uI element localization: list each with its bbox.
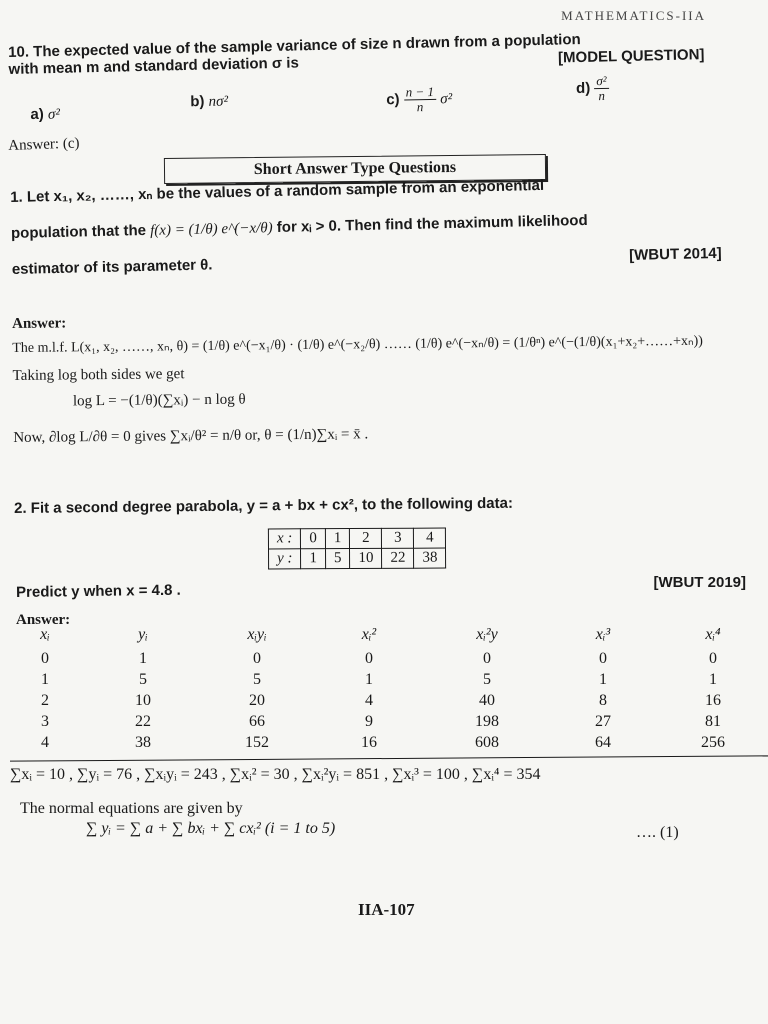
short-question-2: 2. Fit a second degree parabola, y = a + bx + cx², to the following data: [14,494,514,517]
x-cell: 4 [414,528,446,548]
table-cell: 1 [41,671,49,688]
table-cell: 1 [365,671,373,688]
data-table-x-row [268,528,446,549]
table-cell: 1 [139,650,147,667]
computation-column [334,626,404,753]
table-cell: 66 [249,713,265,730]
table-cell: 0 [483,650,491,667]
x-cell: 2 [350,528,382,548]
answer-1-log-equation: log L = −(1/θ)(∑xᵢ) − n log θ [72,391,246,410]
normal-equation-1: ∑ yᵢ = ∑ a + ∑ bxᵢ + ∑ cxᵢ² (i = 1 to 5) [86,820,336,837]
computation-column [568,626,638,753]
computation-column [108,626,178,753]
answer-1-now: Now, ∂log L/∂θ = 0 gives ∑xᵢ/θ² = n/θ or, θ = (1/n)∑xᵢ = x̄ . [13,426,369,446]
equation-reference: …. (1) [636,824,679,841]
computation-column [678,626,748,753]
table-cell: 16 [361,734,377,751]
table-cell: 64 [595,734,611,751]
option-c-label: c) [386,91,400,109]
question-10 [8,28,709,78]
question-10-line2: with mean m and standard deviation σ is [8,54,300,78]
page-footer: IIA-107 [358,900,415,919]
table-cell: 1 [599,671,607,688]
data-table-y-row [269,548,447,569]
sums-line: ∑xᵢ = 10 , ∑yᵢ = 76 , ∑xᵢyᵢ = 243 , ∑xᵢ² = 30 , ∑xᵢ²yᵢ = 851 , ∑xᵢ³ = 100 , ∑xᵢ⁴ = 354 [10,766,541,783]
column-header: xᵢ [40,626,50,643]
option-c-numerator: n − 1 [404,85,437,101]
line3: estimator of its parameter θ. [11,256,213,278]
predict-line: Predict y when x = 4.8 . [16,581,181,601]
table-cell: 3 [41,713,49,730]
section-heading: Short Answer Type Questions [164,154,546,184]
option-b-label: b) [190,92,205,111]
table-cell: 0 [41,650,49,667]
option-a [30,105,60,124]
table-cell: 0 [709,650,717,667]
table-cell: 4 [41,734,49,751]
option-c [386,85,452,115]
column-header: xᵢ⁴ [705,626,721,643]
answer-1 [12,308,753,458]
x-cell: 3 [382,528,414,548]
table-cell: 10 [135,692,151,709]
option-d-denominator: n [598,87,606,104]
y-label: y : [269,549,302,569]
table-cell: 5 [483,671,491,688]
table-cell: 198 [475,713,499,730]
x-cell: 0 [301,529,326,549]
table-cell: 256 [701,734,725,751]
column-header: yᵢ [138,626,148,643]
y-cell: 10 [350,548,382,568]
table-cell: 5 [253,671,261,688]
table-cell: 152 [245,734,269,751]
option-d-numerator: σ² [594,74,609,89]
computation-column [452,626,522,753]
table-cell: 38 [135,734,151,751]
x-cell: 1 [325,529,350,549]
table-cell: 1 [709,671,717,688]
y-cell: 1 [301,549,326,569]
table-cell: 40 [479,692,495,709]
option-a-label: a) [30,105,44,123]
option-b-value: nσ² [208,93,229,110]
density-formula: f(x) = (1/θ) e^(−x/θ) [149,220,273,239]
question-10-answer: Answer: (c) [8,135,80,154]
question-10-line1: 10. The expected value of the sample variance of size n drawn from a population [8,31,581,61]
short-question-1 [10,172,722,296]
column-header: xᵢ² [361,626,377,643]
table-cell: 4 [365,692,373,709]
option-c-denominator: n [416,99,424,115]
line2-pre: population that the [10,221,147,242]
table-cell: 9 [365,713,373,730]
computation-column [222,626,292,753]
option-d-label: d) [575,79,591,97]
y-cell: 5 [325,549,350,569]
answer-1-label: Answer: [12,315,67,332]
table-cell: 608 [475,734,499,751]
y-cell: 22 [382,548,414,568]
column-header: xᵢ²y [476,626,498,643]
table-cell: 5 [139,671,147,688]
table-cell: 22 [135,713,151,730]
option-c-tail: σ² [440,91,453,108]
short-question-2-tag: [WBUT 2019] [653,574,746,591]
computation-table [0,626,768,766]
table-cell: 8 [599,692,607,709]
normal-equations-intro: The normal equations are given by [20,800,243,817]
answer-1-log-intro: Taking log both sides we get [12,366,185,384]
line2-post: for xᵢ > 0. Then find the maximum likelihood [276,211,588,236]
column-header: xᵢ³ [595,626,611,643]
table-cell: 0 [253,650,261,667]
option-b [190,93,228,112]
page-header-subject: MATHEMATICS-IIA [561,8,706,23]
short-question-1-line1: 1. Let x₁, x₂, ……, xₙ be the values of a random sample from an exponential [10,176,545,206]
table-cell: 2 [41,692,49,709]
x-label: x : [268,529,301,549]
column-header: xᵢyᵢ [247,626,267,643]
computation-column [10,626,80,753]
question-10-tag: [MODEL QUESTION] [557,46,705,67]
data-table [268,528,447,570]
question-10-options [30,72,711,128]
table-cell: 0 [599,650,607,667]
y-cell: 38 [414,548,446,568]
answer-2-label: Answer: [16,612,71,628]
table-cell: 81 [705,713,721,730]
table-cell: 0 [365,650,373,667]
option-d [576,74,609,104]
short-question-1-tag: [WBUT 2014] [628,244,722,264]
table-cell: 16 [705,692,721,709]
table-cell: 27 [595,713,611,730]
table-cell: 20 [249,692,265,709]
option-a-value: σ² [47,106,61,123]
answer-1-mlf: The m.l.f. L(x₁, x₂, ……, xₙ, θ) = (1/θ) e^(−x₁/θ) · (1/θ) e^(−x₂/θ) …… (1/θ) e^(−xₙ/θ) = (1/θⁿ) e^(−(1/θ)(x₁+x₂+……+xₙ)) [12,333,703,356]
